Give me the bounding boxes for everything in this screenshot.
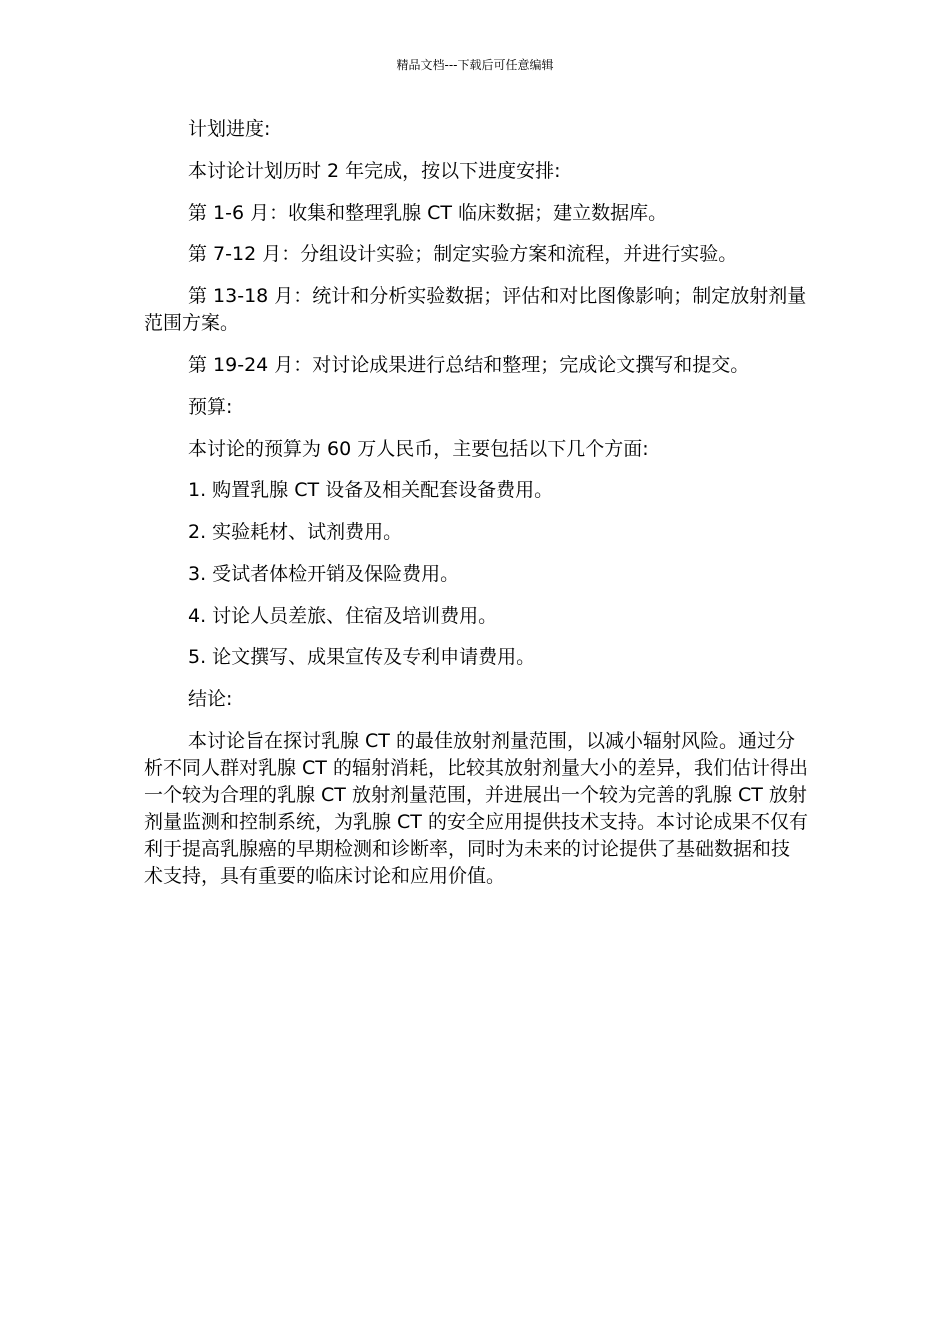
section-heading-budget: 预算: (188, 396, 233, 418)
paragraph-budget-intro: 本讨论的预算为 60 万人民币，主要包括以下几个方面: (188, 438, 649, 460)
schedule-item-7-12: 第 7-12 月：分组设计实验；制定实验方案和流程，并进行实验。 (188, 243, 738, 265)
schedule-item-1-6: 第 1-6 月：收集和整理乳腺 CT 临床数据；建立数据库。 (188, 202, 668, 224)
budget-item-3: 3. 受试者体检开销及保险费用。 (188, 563, 460, 585)
paragraph-schedule-intro: 本讨论计划历时 2 年完成，按以下进度安排: (188, 160, 561, 182)
section-heading-schedule: 计划进度: (188, 118, 271, 140)
budget-item-4: 4. 讨论人员差旅、住宿及培训费用。 (188, 605, 498, 627)
schedule-item-13-18: 第 13-18 月：统计和分析实验数据；评估和对比图像影响；制定放射剂量范围方案。 (144, 285, 807, 334)
schedule-item-19-24: 第 19-24 月：对讨论成果进行总结和整理；完成论文撰写和提交。 (188, 354, 750, 376)
page-header: 精品文档---下载后可任意编辑 (396, 58, 554, 72)
paragraph-conclusion: 本讨论旨在探讨乳腺 CT 的最佳放射剂量范围，以减小辐射风险。通过分析不同人群对乳腺 CT 的辐射消耗，比较其放射剂量大小的差异，我们估计得出一个较为合理的乳腺 CT 放射剂量范围，并进展出一个较为完善的乳腺 CT 放射剂量监测和控制系统，为乳腺 CT 的安全应用提供技术支持。本讨论成果不仅有利于提高乳腺癌的早期检测和诊断率，同时为未来的讨论提供了基础数据和技术支持，具有重要的临床讨论和应用价值。 (144, 730, 808, 887)
budget-item-1: 1. 购置乳腺 CT 设备及相关配套设备费用。 (188, 479, 554, 501)
section-heading-conclusion: 结论: (188, 688, 233, 710)
budget-item-5: 5. 论文撰写、成果宣传及专利申请费用。 (188, 646, 536, 668)
budget-item-2: 2. 实验耗材、试剂费用。 (188, 521, 403, 543)
